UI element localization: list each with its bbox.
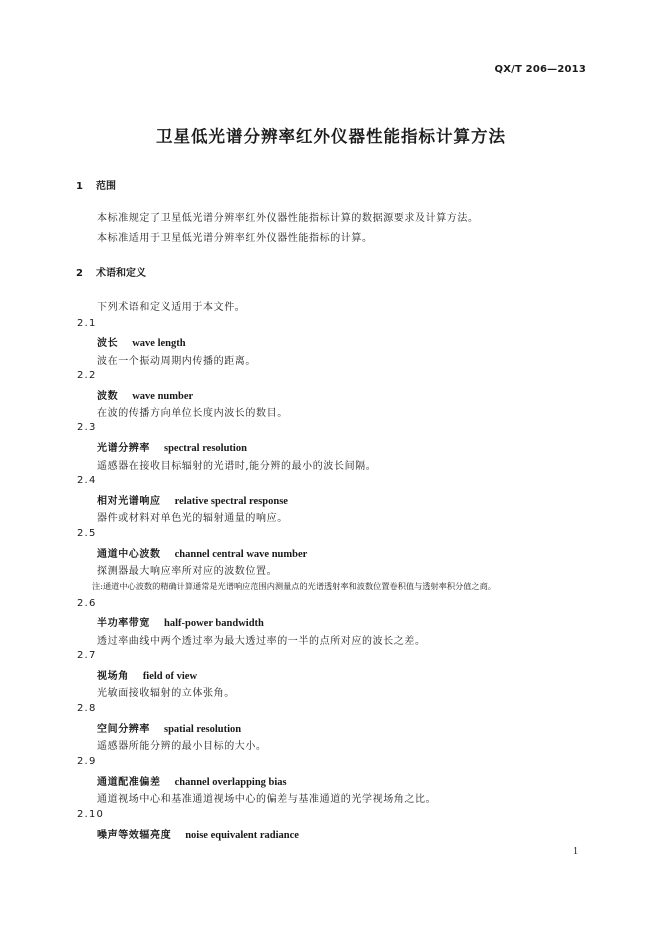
term-definition: 遥感器在接收目标辐射的光谱时,能分辨的最小的波长间隔。 bbox=[97, 461, 377, 472]
term-number: 2.2 bbox=[77, 370, 97, 381]
term bbox=[97, 773, 287, 788]
page-number: 1 bbox=[573, 846, 578, 857]
term-en: spatial resolution bbox=[164, 724, 242, 735]
term-zh: 通道配准偏差 bbox=[97, 777, 161, 788]
term bbox=[97, 667, 197, 682]
section-number: 2 bbox=[76, 268, 83, 279]
term bbox=[97, 387, 193, 402]
section-title: 术语和定义 bbox=[96, 268, 146, 279]
standard-code: QX/T 206—2013 bbox=[494, 64, 586, 75]
term bbox=[97, 545, 307, 560]
term-definition: 透过率曲线中两个透过率为最大透过率的一半的点所对应的波长之差。 bbox=[97, 636, 426, 647]
term-number: 2.10 bbox=[77, 809, 105, 820]
term-en: spectral resolution bbox=[164, 443, 247, 454]
term-zh: 半功率带宽 bbox=[97, 618, 150, 629]
document-title: 卫星低光谱分辨率红外仪器性能指标计算方法 bbox=[156, 127, 506, 146]
term bbox=[97, 720, 241, 735]
section-2-heading bbox=[76, 264, 146, 279]
term-zh: 噪声等效辐亮度 bbox=[97, 830, 172, 841]
term-definition: 波在一个振动周期内传播的距离。 bbox=[97, 356, 256, 367]
paragraph: 本标准规定了卫星低光谱分辨率红外仪器性能指标计算的数据源要求及计算方法。 bbox=[97, 213, 479, 224]
term-zh: 通道中心波数 bbox=[97, 549, 161, 560]
term-note: 注:通道中心波数的精确计算通常是光谱响应范围内测量点的光谱透射率和波数位置卷积值与透射率积分值之商。 bbox=[92, 581, 496, 591]
term-zh: 相对光谱响应 bbox=[97, 496, 161, 507]
term-definition: 探测器最大响应率所对应的波数位置。 bbox=[97, 566, 278, 577]
term-en: half-power bandwidth bbox=[164, 618, 264, 629]
term-definition: 在波的传播方向单位长度内波长的数目。 bbox=[97, 408, 288, 419]
term-zh: 波长 bbox=[97, 338, 119, 349]
term-number: 2.4 bbox=[77, 475, 97, 486]
term-en: relative spectral response bbox=[174, 496, 288, 507]
term-zh: 波数 bbox=[97, 391, 119, 402]
term-number: 2.5 bbox=[77, 528, 97, 539]
term-definition: 光敏面接收辐射的立体张角。 bbox=[97, 688, 235, 699]
term-zh: 视场角 bbox=[97, 671, 129, 682]
term-en: field of view bbox=[142, 671, 198, 682]
term bbox=[97, 826, 299, 841]
section-number: 1 bbox=[76, 181, 83, 192]
term-en: wave length bbox=[132, 338, 186, 349]
term bbox=[97, 334, 186, 349]
term-number: 2.8 bbox=[77, 703, 97, 714]
term-zh: 空间分辨率 bbox=[97, 724, 150, 735]
term-en: channel central wave number bbox=[174, 549, 308, 560]
section-title: 范围 bbox=[96, 181, 116, 192]
term-number: 2.7 bbox=[77, 650, 97, 661]
term-zh: 光谱分辨率 bbox=[97, 443, 150, 454]
paragraph: 下列术语和定义适用于本文件。 bbox=[97, 302, 246, 313]
term-number: 2.9 bbox=[77, 756, 97, 767]
paragraph: 本标准适用于卫星低光谱分辨率红外仪器性能指标的计算。 bbox=[97, 233, 373, 244]
term-en: channel overlapping bias bbox=[174, 777, 287, 788]
term-number: 2.6 bbox=[77, 598, 97, 609]
term-en: wave number bbox=[132, 391, 194, 402]
term bbox=[97, 614, 264, 629]
term bbox=[97, 439, 247, 454]
term-definition: 遥感器所能分辨的最小目标的大小。 bbox=[97, 741, 267, 752]
term-definition: 器件或材料对单色光的辐射通量的响应。 bbox=[97, 513, 288, 524]
term-number: 2.3 bbox=[77, 422, 97, 433]
term-definition: 通道视场中心和基准通道视场中心的偏差与基准通道的光学视场角之比。 bbox=[97, 794, 437, 805]
term-number: 2.1 bbox=[77, 318, 97, 329]
term-en: noise equivalent radiance bbox=[185, 830, 299, 841]
term bbox=[97, 492, 288, 507]
section-1-heading bbox=[76, 177, 116, 192]
